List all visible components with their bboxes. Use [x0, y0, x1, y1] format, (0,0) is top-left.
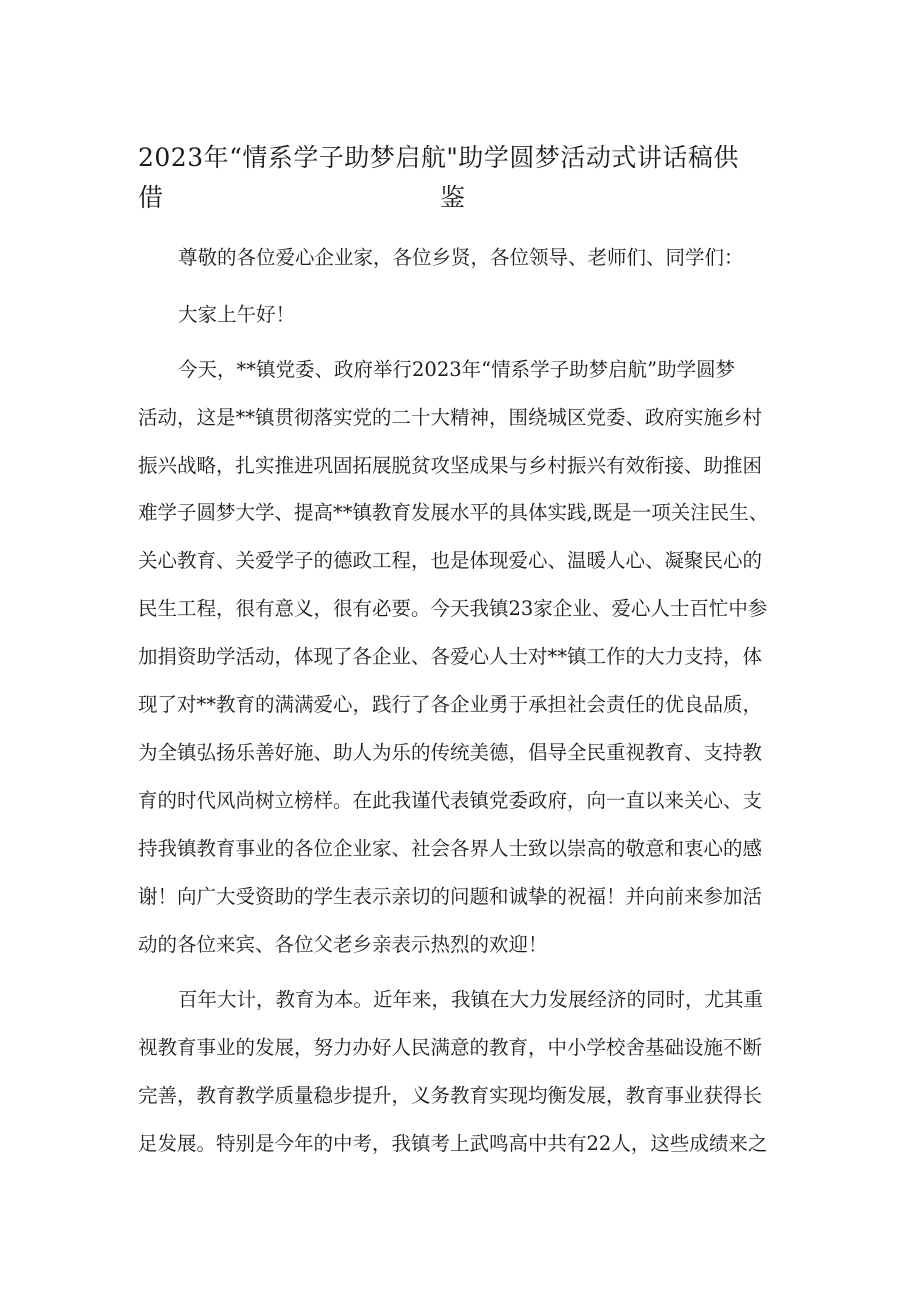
- paragraph-1-line: 加捐资助学活动，体现了各企业、各爱心人士对**镇工作的大力支持，体: [138, 645, 763, 668]
- paragraph-1-line: 难学子圆梦大学、提高**镇教育发展水平的具体实践,既是一项关注民生、: [138, 501, 769, 524]
- paragraph-2-line: 完善，教育教学质量稳步提升，义务教育实现均衡发展，教育事业获得长: [138, 1084, 763, 1107]
- paragraph-1-line: 活动，这是**镇贯彻落实党的二十大精神，围绕城区党委、政府实施乡村: [138, 406, 763, 429]
- paragraph-1-line: 振兴战略，扎实推进巩固拓展脱贫攻坚成果与乡村振兴有效衔接、助推困: [138, 454, 763, 477]
- paragraph-2-line: 百年大计，教育为本。近年来，我镇在大力发展经济的同时，尤其重: [178, 988, 764, 1011]
- paragraph-1-line: 关心教育、关爱学子的德政工程，也是体现爱心、温暖人心、凝聚民心的: [138, 549, 763, 572]
- paragraph-1-line: 民生工程，很有意义，很有必要。今天我镇23家企业、爱心人士百忙中参: [138, 597, 768, 620]
- paragraph-2-line: 视教育事业的发展，努力办好人民满意的教育，中小学校舍基础设施不断: [138, 1036, 763, 1059]
- paragraph-1-line: 今天，**镇党委、政府举行2023年“情系学子助梦启航”助学圆梦: [178, 358, 736, 381]
- paragraph-1-line: 为全镇弘扬乐善好施、助人为乐的传统美德，倡导全民重视教育、支持教: [138, 741, 763, 764]
- paragraph-2-line: 足发展。特别是今年的中考，我镇考上武鸣高中共有22人，这些成绩来之: [138, 1132, 768, 1155]
- paragraph-1-line: 育的时代风尚树立榜样。在此我谨代表镇党委政府，向一直以来关心、支: [138, 789, 763, 812]
- document-title-continuation: 鉴: [440, 183, 466, 212]
- paragraph-1-line: 谢！向广大受资助的学生表示亲切的问题和诚挚的祝福！并向前来参加活: [138, 885, 763, 908]
- greeting-line: 尊敬的各位爱心企业家，各位乡贤，各位领导、老师们、同学们：: [178, 246, 744, 269]
- paragraph-1-line: 动的各位来宾、各位父老乡亲表示热烈的欢迎！: [138, 933, 548, 956]
- salutation-line: 大家上午好！: [178, 303, 296, 326]
- paragraph-1-line: 现了对**教育的满满爱心，践行了各企业勇于承担社会责任的优良品质，: [138, 693, 763, 716]
- document-title: 2023年“情系学子助梦启航"助学圆梦活动式讲话稿供借: [138, 143, 739, 212]
- paragraph-1-line: 持我镇教育事业的各位企业家、社会各界人士致以崇高的敬意和衷心的感: [138, 837, 763, 860]
